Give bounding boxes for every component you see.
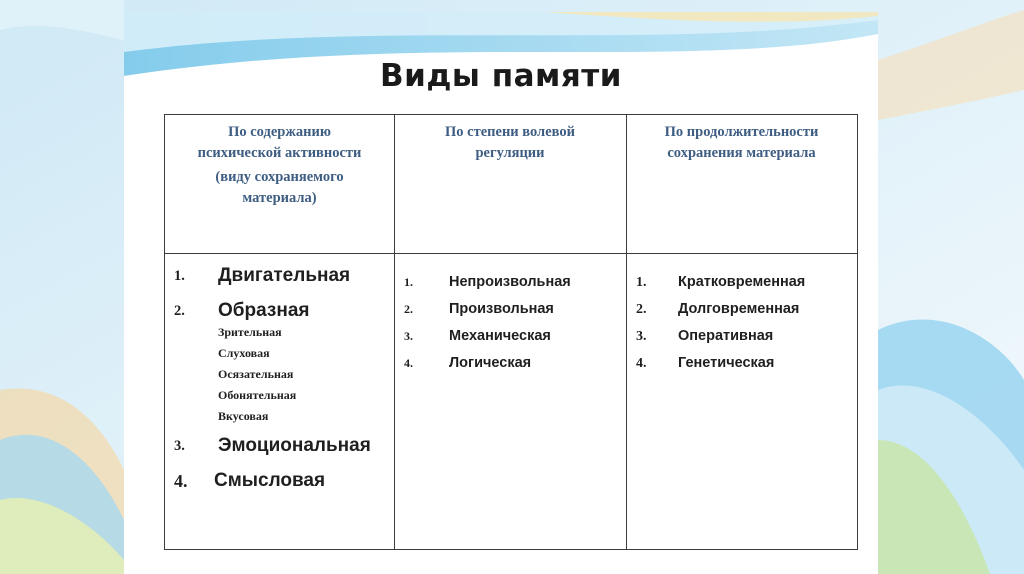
- sublist-item: Обонятельная: [218, 388, 297, 402]
- list-item: 2. Произвольная: [404, 301, 554, 317]
- memory-types-table: [164, 114, 858, 550]
- slide-title: Виды памяти: [380, 58, 622, 94]
- column-header-regulation: По степени волевой регуляции: [445, 124, 575, 161]
- slide: [124, 12, 878, 574]
- list-item: 3. Механическая: [404, 328, 551, 344]
- column-header-duration: По продолжительности сохранения материала: [664, 124, 819, 161]
- sublist: [174, 322, 389, 427]
- sublist-item: Вкусовая: [218, 409, 269, 423]
- list-item: 2. Образная: [174, 300, 310, 321]
- regulation-memory-list: [404, 269, 619, 377]
- list-item: 4. Смысловая: [174, 470, 326, 491]
- list-item: 4. Логическая: [404, 355, 532, 371]
- column-header-content: По содержанию психической активности (виду сохраняемого материала): [197, 124, 362, 206]
- list-item: 3. Эмоциональная: [174, 435, 371, 456]
- sublist-item: Слуховая: [218, 346, 270, 360]
- list-item: 3. Оперативная: [636, 328, 774, 344]
- column-divider: [394, 115, 395, 549]
- list-item: 4. Генетическая: [636, 355, 775, 371]
- duration-memory-list: [636, 269, 851, 377]
- list-item: 1. Непроизвольная: [404, 274, 571, 290]
- column-divider: [626, 115, 627, 549]
- list-item: 1. Кратковременная: [636, 274, 806, 290]
- list-item: 2. Долговременная: [636, 301, 800, 317]
- sublist-item: Осязательная: [218, 367, 294, 381]
- header-divider: [165, 253, 857, 254]
- sublist-item: Зрительная: [218, 325, 282, 339]
- content-memory-list: [174, 265, 389, 505]
- list-item: 1. Двигательная: [174, 265, 351, 286]
